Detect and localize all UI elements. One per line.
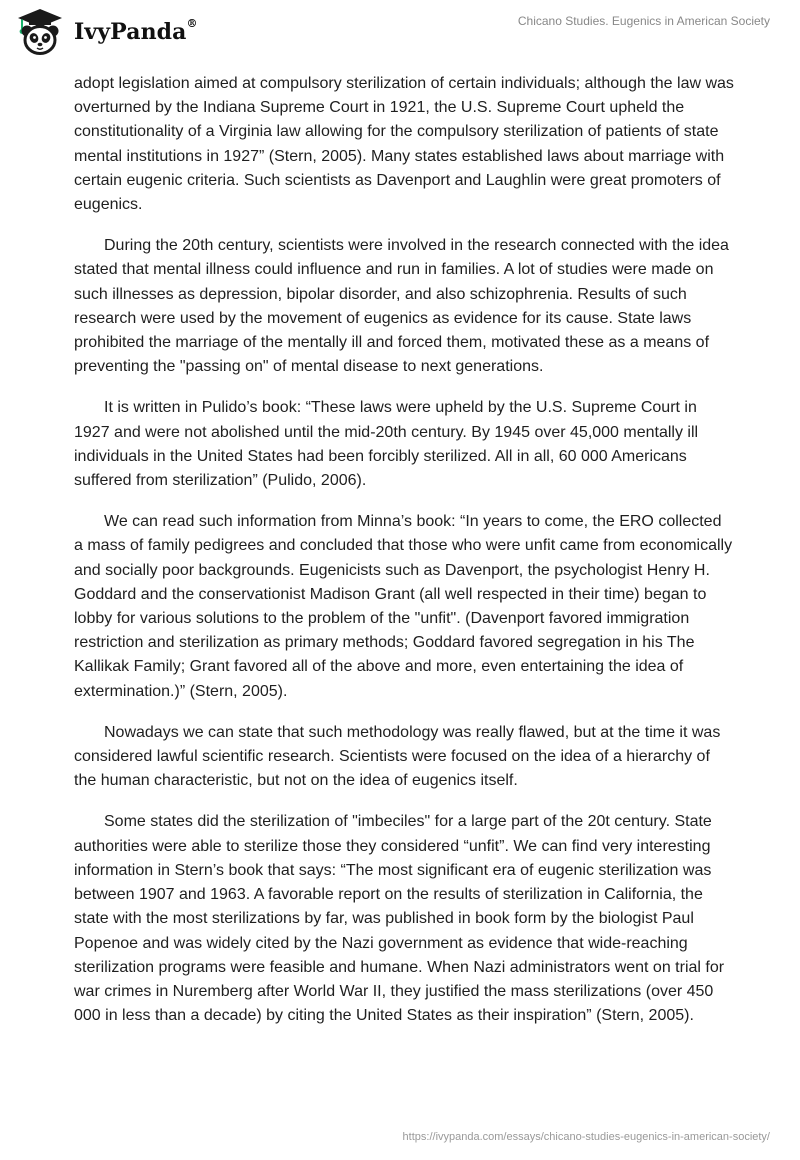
paragraph: Nowadays we can state that such methodology was really flawed, but at the time it was considered lawful scientific research. Scientists were focused on the idea of a hierarchy of the human characteristic, but not on the idea of eugenics itself. <box>74 723 721 790</box>
document-title: Chicano Studies. Eugenics in American Society <box>517 14 770 28</box>
brand-name <box>74 19 198 45</box>
ivypanda-logo[interactable] <box>14 6 198 58</box>
paragraph: adopt legislation aimed at compulsory sterilization of certain individuals; although the law was overturned by the Indiana Supreme Court in 1921, the U.S. Supreme Court upheld the constitutionality of a Virginia law allowing for the compulsory sterilization of patients of state mental institutions in 1927” (Stern, 2005). Many states established laws about marriage with certain eugenic criteria. Such scientists as Davenport and Laughlin were great promoters of eugenics. <box>74 75 734 214</box>
paragraph: During the 20th century, scientists were involved in the research connected with the idea stated that mental illness could influence and run in families. A lot of studies were made on such illnesses as depression, bipolar disorder, and also schizophrenia. Results of such research were used by the movement of eugenics as evidence for its cause. State laws prohibited the marriage of the mentally ill and forced them, motivated these as a means of preventing the "passing on" of mental disease to next generations. <box>74 237 729 376</box>
essay-body <box>74 72 734 1045</box>
page-header <box>0 0 800 70</box>
paragraph: It is written in Pulido’s book: “These laws were upheld by the U.S. Supreme Court in 1927 and were not abolished until the mid-20th century. By 1945 over 45,000 mentally ill individuals in the United States had been forcibly sterilized. All in all, 60 000 Americans suffered from sterilization” (Pulido, 2006). <box>74 399 699 490</box>
registered-mark: ® <box>186 17 198 30</box>
paragraph: We can read such information from Minna’s book: “In years to come, the ERO collected a mass of family pedigrees and concluded that those who were unfit came from economically and socially poor backgrounds. Eugenicists such as Davenport, the psychologist Henry H. Goddard and the conservationist Madison Grant (all well respected in their time) began to lobby for various solutions to the problem of the "unfit". (Davenport favored immigration restriction and sterilization as primary methods; Goddard favored segregation in his The Kallikak Family; Grant favored all of the above and more, even entertaining the idea of extermination.)” (Stern, 2005). <box>74 513 733 700</box>
paragraph: Some states did the sterilization of "imbeciles" for a large part of the 20t century. State authorities were able to sterilize those they considered “unfit”. We can find very interesting information in Stern’s book that says: “The most significant era of eugenic sterilization was between 1907 and 1963. A favorable report on the results of sterilization in California, the state with the most sterilizations by far, was published in book form by the biologist Paul Popenoe and was widely cited by the Nazi government as evidence that wide-reaching sterilization programs were feasible and humane. When Nazi administrators went on trial for war crimes in Nuremberg after World War II, they justified the mass sterilizations (over 450 000 in less than a decade) by citing the United States as their inspiration” (Stern, 2005). <box>74 813 725 1025</box>
brand-name-text: IvyPanda <box>74 19 187 45</box>
panda-graduate-icon <box>14 6 66 58</box>
source-url[interactable]: https://ivypanda.com/essays/chicano-studies-eugenics-in-american-society/ <box>402 1131 770 1143</box>
